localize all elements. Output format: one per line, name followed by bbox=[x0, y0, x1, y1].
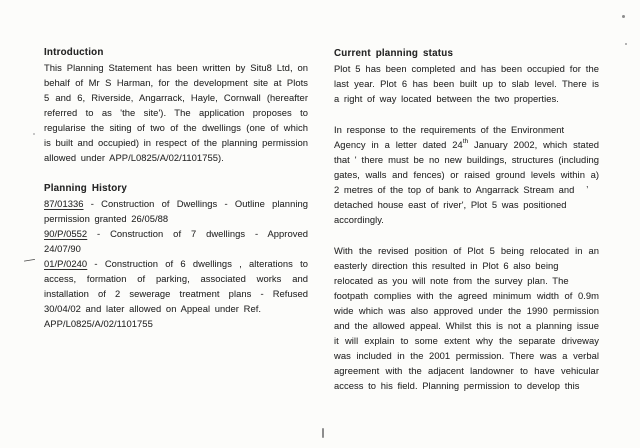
environment-line: detached house east of river', Plot 5 was positioned bbox=[334, 199, 567, 210]
environment-line: gates, walls and fences) or raised ground levels within a) bbox=[334, 169, 599, 180]
intro-line: 5 and 6, Riverside, Angarrack, Hayle, Cornwall (hereafter bbox=[44, 92, 308, 103]
history-entry-text: - Construction of Dwellings - Outline planning bbox=[83, 198, 308, 209]
history-continuation-line: access, formation of parking, associated works and bbox=[44, 273, 308, 284]
date-line-post: January 2002, which stated bbox=[468, 139, 599, 150]
history-ref: 87/01336 bbox=[44, 198, 84, 209]
history-continuation-line: 24/07/90 bbox=[44, 243, 81, 254]
history-ref: 90/P/0552 bbox=[44, 228, 88, 239]
history-entry-text: - Construction of 7 dwellings - Approved bbox=[87, 228, 308, 239]
revised-position-line: agreement with the adjacent landowner to have vehicular bbox=[334, 365, 599, 376]
history-entry-line bbox=[44, 226, 308, 241]
planning-history-heading: Planning History bbox=[44, 183, 128, 194]
history-entry-line bbox=[44, 196, 308, 211]
intro-line: behalf of Mr S Harman, for the development site at Plots bbox=[44, 77, 308, 88]
environment-line: that ' there must be no new buildings, structures (including bbox=[334, 154, 599, 165]
paragraph-gap bbox=[334, 227, 599, 243]
history-continuation-line: 30/04/02 and later allowed on Appeal under Ref. bbox=[44, 303, 262, 314]
revised-position-line: was included in the 2001 permission. There was a verbal bbox=[334, 350, 599, 361]
revised-position-line: it will explain to some extent why the separate driveway bbox=[334, 335, 599, 346]
date-superscript: th bbox=[462, 138, 469, 146]
history-continuation-line: APP/L0825/A/02/1101755 bbox=[44, 318, 153, 329]
scan-speck bbox=[625, 43, 627, 45]
revised-position-line: footpath complies with the agreed minimum width of 0.9m bbox=[334, 290, 599, 301]
stray-comma-mark: , bbox=[586, 178, 589, 189]
intro-line: referred to as 'the site'). The application proposes to bbox=[44, 107, 308, 118]
intro-line: is built and occupied) in respect of the planning permission bbox=[44, 137, 308, 148]
scan-speck bbox=[33, 133, 35, 135]
history-continuation-line: installation of 2 sewerage treatment plans - Refused bbox=[44, 288, 308, 299]
environment-line: In response to the requirements of the Environment bbox=[334, 124, 565, 135]
page-bottom-mark bbox=[322, 428, 324, 438]
date-line-pre: Agency in a letter dated 24 bbox=[334, 139, 463, 150]
right-column bbox=[334, 46, 599, 393]
intro-line: regularise the siting of two of the dwellings (one of which bbox=[44, 122, 308, 133]
current-status-heading: Current planning status bbox=[334, 48, 454, 59]
revised-position-line: and the allowed appeal. Whilst this is not a planning issue bbox=[334, 320, 599, 331]
history-entry-text: - Construction of 6 dwellings , alterations to bbox=[87, 258, 308, 269]
status-line: Plot 5 has been completed and has been occupied for the bbox=[334, 63, 599, 74]
left-column bbox=[44, 45, 308, 331]
revised-position-line: With the revised position of Plot 5 being relocated in an bbox=[334, 245, 599, 256]
history-ref: 01/P/0240 bbox=[44, 258, 88, 269]
scan-speck bbox=[622, 15, 625, 18]
history-entry-line bbox=[44, 256, 308, 271]
revised-position-line: relocated as you will note from the survey plan. The bbox=[334, 275, 569, 286]
revised-position-line: easterly direction this resulted in Plot 6 also being bbox=[334, 260, 559, 271]
history-continuation-line: permission granted 26/05/88 bbox=[44, 213, 169, 224]
revised-position-line: wide which was also approved under the 1990 permission bbox=[334, 305, 599, 316]
revised-position-line: access to his field. Planning permission to develop this bbox=[334, 380, 580, 391]
status-line: last year. Plot 6 has been built up to slab level. There is bbox=[334, 78, 599, 89]
handwritten-margin-tick: — bbox=[23, 253, 36, 267]
environment-line: accordingly. bbox=[334, 214, 384, 225]
status-line: a right of way located between the two properties. bbox=[334, 93, 559, 104]
environment-line: 2 metres of the top of bank to Angarrack Stream and bbox=[334, 184, 575, 195]
environment-line bbox=[334, 137, 599, 152]
intro-line: This Planning Statement has been written by Situ8 Ltd, on bbox=[44, 62, 308, 73]
paragraph-gap bbox=[44, 165, 308, 181]
intro-line: allowed under APP/L0825/A/02/1101755). bbox=[44, 152, 224, 163]
intro-heading: Introduction bbox=[44, 47, 104, 58]
paragraph-gap bbox=[334, 106, 599, 122]
